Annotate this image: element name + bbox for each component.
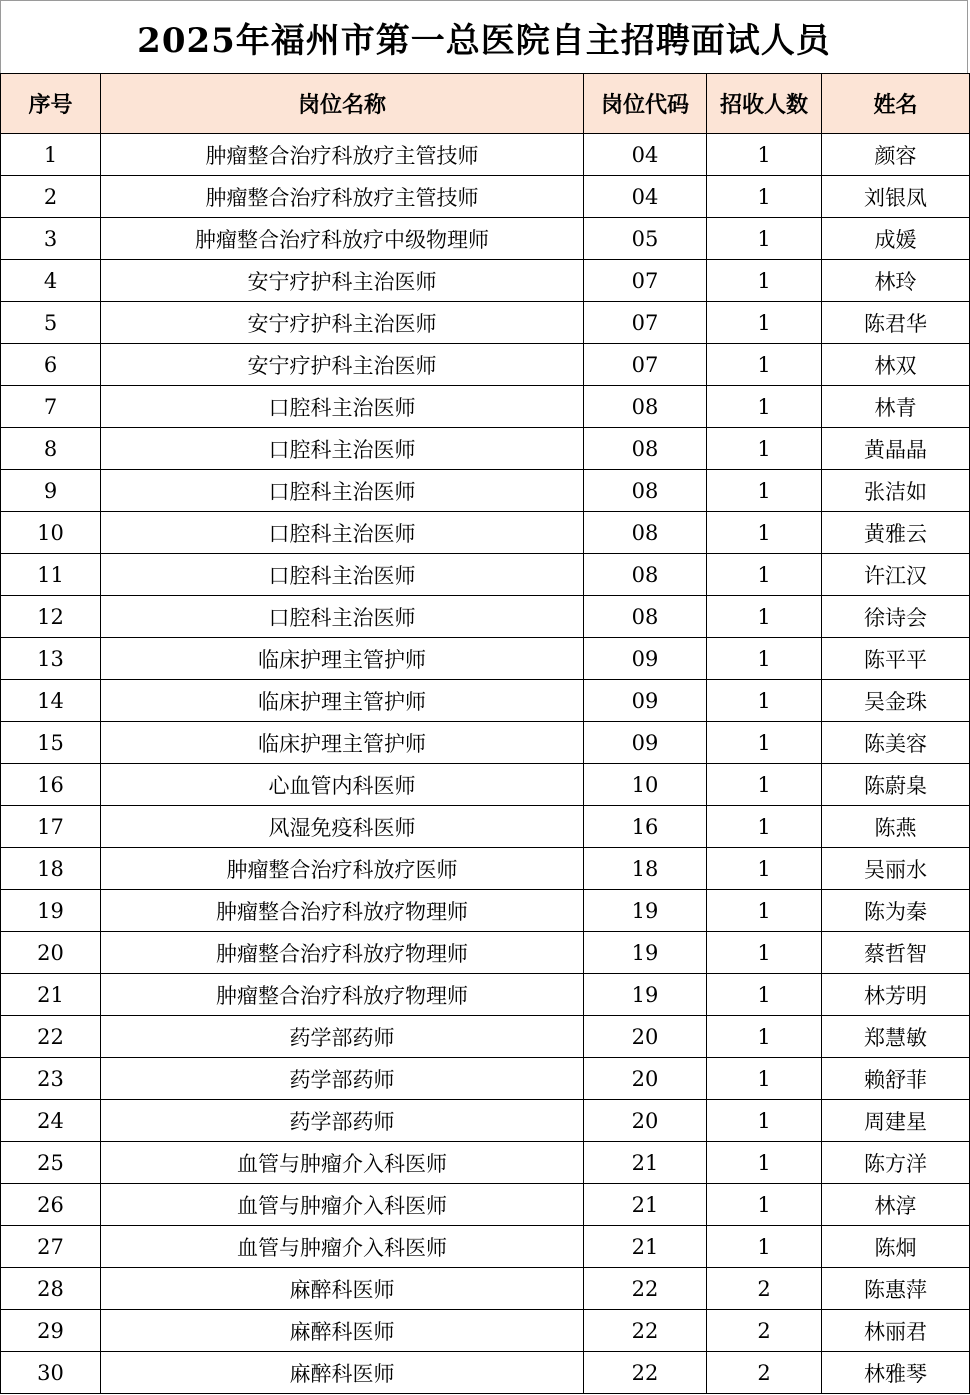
cell-serial: 15 — [1, 722, 101, 764]
cell-position-name: 麻醉科医师 — [101, 1310, 584, 1352]
cell-serial: 19 — [1, 890, 101, 932]
cell-position-name: 口腔科主治医师 — [101, 554, 584, 596]
cell-name: 成媛 — [822, 218, 970, 260]
cell-name: 许江汉 — [822, 554, 970, 596]
cell-position-name: 安宁疗护科主治医师 — [101, 302, 584, 344]
cell-position-name: 心血管内科医师 — [101, 764, 584, 806]
cell-position-code: 19 — [584, 890, 707, 932]
cell-serial: 24 — [1, 1100, 101, 1142]
cell-headcount: 1 — [707, 134, 822, 176]
cell-position-code: 21 — [584, 1184, 707, 1226]
cell-serial: 23 — [1, 1058, 101, 1100]
cell-headcount: 1 — [707, 1142, 822, 1184]
cell-name: 黄晶晶 — [822, 428, 970, 470]
cell-position-code: 20 — [584, 1016, 707, 1058]
cell-position-name: 药学部药师 — [101, 1100, 584, 1142]
table-row — [1, 302, 970, 344]
cell-headcount: 1 — [707, 176, 822, 218]
cell-serial: 21 — [1, 974, 101, 1016]
cell-position-name: 风湿免疫科医师 — [101, 806, 584, 848]
cell-name: 张洁如 — [822, 470, 970, 512]
table-row — [1, 1310, 970, 1352]
cell-name: 林丽君 — [822, 1310, 970, 1352]
table-row — [1, 638, 970, 680]
cell-headcount: 1 — [707, 470, 822, 512]
header-name: 姓名 — [822, 74, 970, 134]
cell-name: 林青 — [822, 386, 970, 428]
cell-position-code: 20 — [584, 1058, 707, 1100]
cell-headcount: 2 — [707, 1268, 822, 1310]
table-row — [1, 1184, 970, 1226]
table-row — [1, 1226, 970, 1268]
cell-name: 林雅琴 — [822, 1352, 970, 1394]
table-row — [1, 890, 970, 932]
cell-position-code: 09 — [584, 680, 707, 722]
cell-name: 刘银凤 — [822, 176, 970, 218]
cell-serial: 25 — [1, 1142, 101, 1184]
cell-name: 林芳明 — [822, 974, 970, 1016]
cell-serial: 3 — [1, 218, 101, 260]
cell-position-code: 05 — [584, 218, 707, 260]
cell-position-code: 08 — [584, 596, 707, 638]
cell-position-name: 麻醉科医师 — [101, 1352, 584, 1394]
cell-position-code: 19 — [584, 932, 707, 974]
cell-name: 陈蔚臬 — [822, 764, 970, 806]
table-body — [1, 134, 970, 1394]
header-headcount: 招收人数 — [707, 74, 822, 134]
cell-headcount: 1 — [707, 806, 822, 848]
table-row — [1, 260, 970, 302]
table-row — [1, 134, 970, 176]
cell-headcount: 1 — [707, 890, 822, 932]
cell-serial: 13 — [1, 638, 101, 680]
cell-headcount: 1 — [707, 974, 822, 1016]
cell-serial: 6 — [1, 344, 101, 386]
table-row — [1, 1268, 970, 1310]
cell-position-name: 肿瘤整合治疗科放疗物理师 — [101, 932, 584, 974]
cell-position-name: 肿瘤整合治疗科放疗中级物理师 — [101, 218, 584, 260]
table-row — [1, 848, 970, 890]
cell-position-code: 09 — [584, 638, 707, 680]
interview-table — [0, 73, 970, 1394]
cell-headcount: 1 — [707, 1016, 822, 1058]
cell-position-code: 07 — [584, 344, 707, 386]
table-row — [1, 764, 970, 806]
cell-headcount: 1 — [707, 386, 822, 428]
table-row — [1, 722, 970, 764]
cell-headcount: 1 — [707, 344, 822, 386]
cell-serial: 26 — [1, 1184, 101, 1226]
cell-position-code: 19 — [584, 974, 707, 1016]
cell-position-name: 药学部药师 — [101, 1058, 584, 1100]
table-row — [1, 806, 970, 848]
cell-serial: 9 — [1, 470, 101, 512]
cell-serial: 28 — [1, 1268, 101, 1310]
cell-position-code: 07 — [584, 260, 707, 302]
cell-serial: 5 — [1, 302, 101, 344]
cell-name: 郑慧敏 — [822, 1016, 970, 1058]
cell-headcount: 1 — [707, 512, 822, 554]
cell-position-code: 09 — [584, 722, 707, 764]
cell-serial: 22 — [1, 1016, 101, 1058]
cell-name: 蔡哲智 — [822, 932, 970, 974]
cell-name: 吴丽水 — [822, 848, 970, 890]
cell-name: 赖舒菲 — [822, 1058, 970, 1100]
table-row — [1, 1058, 970, 1100]
table-row — [1, 554, 970, 596]
cell-position-name: 血管与肿瘤介入科医师 — [101, 1226, 584, 1268]
cell-name: 陈为秦 — [822, 890, 970, 932]
cell-position-code: 22 — [584, 1268, 707, 1310]
header-position-code: 岗位代码 — [584, 74, 707, 134]
cell-serial: 7 — [1, 386, 101, 428]
cell-position-code: 07 — [584, 302, 707, 344]
cell-headcount: 1 — [707, 428, 822, 470]
cell-serial: 4 — [1, 260, 101, 302]
cell-position-code: 04 — [584, 176, 707, 218]
table-row — [1, 428, 970, 470]
cell-serial: 29 — [1, 1310, 101, 1352]
cell-position-code: 10 — [584, 764, 707, 806]
cell-position-code: 21 — [584, 1142, 707, 1184]
cell-name: 林玲 — [822, 260, 970, 302]
cell-name: 徐诗会 — [822, 596, 970, 638]
cell-name: 陈美容 — [822, 722, 970, 764]
cell-position-code: 20 — [584, 1100, 707, 1142]
cell-headcount: 2 — [707, 1310, 822, 1352]
cell-position-name: 临床护理主管护师 — [101, 722, 584, 764]
cell-name: 陈炯 — [822, 1226, 970, 1268]
cell-position-name: 安宁疗护科主治医师 — [101, 344, 584, 386]
cell-serial: 10 — [1, 512, 101, 554]
cell-headcount: 1 — [707, 1226, 822, 1268]
cell-position-name: 肿瘤整合治疗科放疗物理师 — [101, 974, 584, 1016]
cell-headcount: 1 — [707, 680, 822, 722]
cell-position-name: 肿瘤整合治疗科放疗主管技师 — [101, 176, 584, 218]
table-row — [1, 932, 970, 974]
cell-name: 周建星 — [822, 1100, 970, 1142]
table-row — [1, 512, 970, 554]
cell-headcount: 1 — [707, 932, 822, 974]
table-row — [1, 176, 970, 218]
cell-headcount: 1 — [707, 596, 822, 638]
table-row — [1, 344, 970, 386]
cell-serial: 8 — [1, 428, 101, 470]
cell-name: 黄雅云 — [822, 512, 970, 554]
cell-position-name: 临床护理主管护师 — [101, 680, 584, 722]
cell-name: 林双 — [822, 344, 970, 386]
cell-serial: 16 — [1, 764, 101, 806]
cell-position-code: 16 — [584, 806, 707, 848]
cell-position-code: 22 — [584, 1352, 707, 1394]
cell-position-code: 04 — [584, 134, 707, 176]
cell-name: 吴金珠 — [822, 680, 970, 722]
cell-serial: 11 — [1, 554, 101, 596]
cell-position-code: 21 — [584, 1226, 707, 1268]
cell-position-name: 血管与肿瘤介入科医师 — [101, 1142, 584, 1184]
header-row — [1, 74, 970, 134]
cell-headcount: 1 — [707, 722, 822, 764]
cell-serial: 12 — [1, 596, 101, 638]
table-row — [1, 680, 970, 722]
cell-headcount: 1 — [707, 218, 822, 260]
cell-position-name: 口腔科主治医师 — [101, 386, 584, 428]
cell-position-name: 肿瘤整合治疗科放疗物理师 — [101, 890, 584, 932]
cell-name: 林淳 — [822, 1184, 970, 1226]
cell-position-name: 药学部药师 — [101, 1016, 584, 1058]
cell-serial: 20 — [1, 932, 101, 974]
cell-name: 陈君华 — [822, 302, 970, 344]
cell-headcount: 1 — [707, 554, 822, 596]
cell-position-name: 口腔科主治医师 — [101, 428, 584, 470]
cell-position-name: 肿瘤整合治疗科放疗医师 — [101, 848, 584, 890]
cell-position-name: 血管与肿瘤介入科医师 — [101, 1184, 584, 1226]
cell-name: 陈方洋 — [822, 1142, 970, 1184]
cell-name: 颜容 — [822, 134, 970, 176]
cell-position-name: 安宁疗护科主治医师 — [101, 260, 584, 302]
cell-headcount: 2 — [707, 1352, 822, 1394]
table-row — [1, 1100, 970, 1142]
cell-headcount: 1 — [707, 302, 822, 344]
cell-name: 陈平平 — [822, 638, 970, 680]
cell-serial: 30 — [1, 1352, 101, 1394]
header-position-name: 岗位名称 — [101, 74, 584, 134]
table-row — [1, 1142, 970, 1184]
cell-headcount: 1 — [707, 1184, 822, 1226]
cell-headcount: 1 — [707, 260, 822, 302]
cell-name: 陈燕 — [822, 806, 970, 848]
table-row — [1, 218, 970, 260]
cell-position-name: 口腔科主治医师 — [101, 470, 584, 512]
cell-position-code: 08 — [584, 428, 707, 470]
cell-headcount: 1 — [707, 1100, 822, 1142]
cell-position-code: 08 — [584, 512, 707, 554]
cell-serial: 14 — [1, 680, 101, 722]
cell-headcount: 1 — [707, 764, 822, 806]
cell-position-code: 08 — [584, 470, 707, 512]
cell-headcount: 1 — [707, 638, 822, 680]
header-serial: 序号 — [1, 74, 101, 134]
cell-serial: 1 — [1, 134, 101, 176]
table-row — [1, 974, 970, 1016]
cell-position-name: 临床护理主管护师 — [101, 638, 584, 680]
cell-serial: 27 — [1, 1226, 101, 1268]
table-row — [1, 386, 970, 428]
cell-serial: 2 — [1, 176, 101, 218]
cell-headcount: 1 — [707, 1058, 822, 1100]
cell-position-code: 08 — [584, 554, 707, 596]
table-row — [1, 596, 970, 638]
cell-position-code: 18 — [584, 848, 707, 890]
table-row — [1, 1352, 970, 1394]
cell-position-name: 口腔科主治医师 — [101, 596, 584, 638]
cell-position-name: 肿瘤整合治疗科放疗主管技师 — [101, 134, 584, 176]
cell-position-name: 口腔科主治医师 — [101, 512, 584, 554]
cell-position-code: 22 — [584, 1310, 707, 1352]
table-row — [1, 1016, 970, 1058]
page-title: 2025年福州市第一总医院自主招聘面试人员 — [0, 0, 968, 73]
cell-serial: 17 — [1, 806, 101, 848]
cell-serial: 18 — [1, 848, 101, 890]
cell-headcount: 1 — [707, 848, 822, 890]
cell-name: 陈惠萍 — [822, 1268, 970, 1310]
cell-position-name: 麻醉科医师 — [101, 1268, 584, 1310]
cell-position-code: 08 — [584, 386, 707, 428]
table-row — [1, 470, 970, 512]
